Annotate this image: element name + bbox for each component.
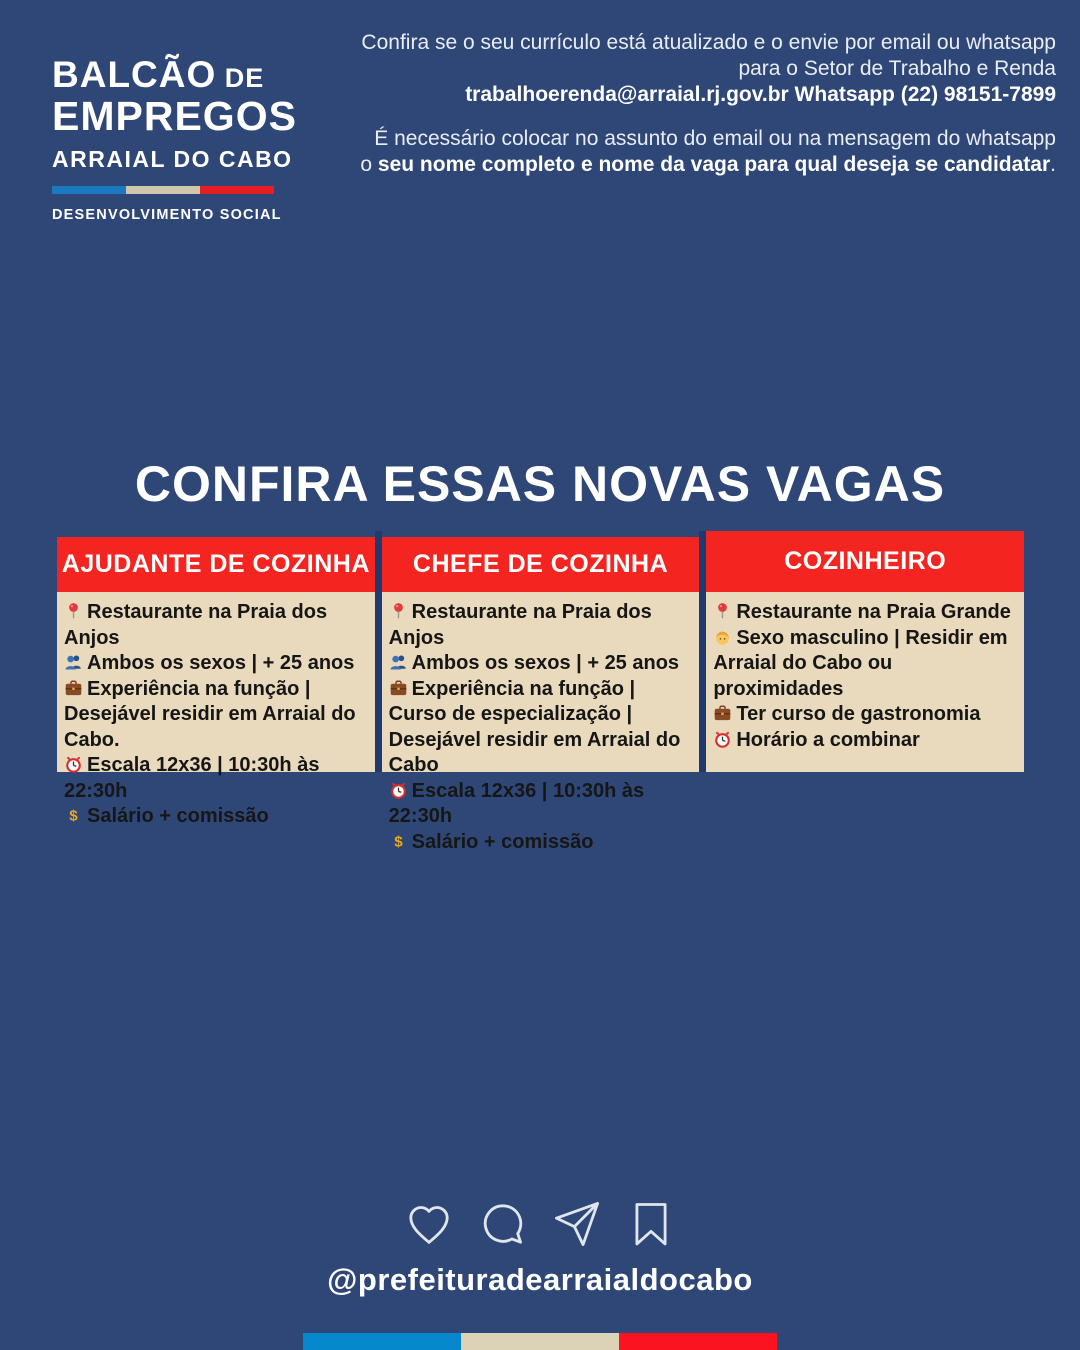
like-heart-icon[interactable]: [403, 1198, 455, 1255]
job-line-text: Escala 12x36 | 10:30h às 22:30h: [388, 779, 645, 827]
job-line-text: Ambos os sexos | + 25 anos: [87, 652, 355, 674]
brand-department: DESENVOLVIMENTO SOCIAL: [52, 207, 282, 224]
job-line-text: Ter curso de gastronomia: [736, 703, 981, 725]
comment-icon[interactable]: [477, 1198, 529, 1255]
contact-block: [316, 30, 1056, 178]
job-line: [389, 677, 692, 779]
job-line-text: Restaurante na Praia Grande: [736, 601, 1011, 623]
flag-segment-blue: [52, 186, 126, 194]
job-card-title: AJUDANTE DE COZINHA: [57, 537, 375, 592]
job-line-text: Horário a combinar: [736, 728, 920, 751]
card-divider: [699, 531, 706, 772]
job-card-title: CHEFE DE COZINHA: [382, 537, 700, 592]
job-line-text: Ambos os sexos | + 25 anos: [411, 652, 680, 674]
briefcase-icon: [389, 677, 408, 703]
job-line: [64, 677, 367, 754]
people-icon: [389, 651, 408, 677]
job-card-body: [382, 592, 700, 853]
job-line: [389, 779, 692, 830]
job-line: [713, 702, 1016, 728]
job-line: [64, 600, 367, 651]
note-prefix: o: [360, 153, 378, 176]
briefcase-icon: [64, 677, 83, 703]
svg-text:$: $: [69, 807, 78, 825]
job-card-chefe-de-cozinha: [382, 537, 700, 853]
brand-title-line1: [52, 56, 297, 93]
brand-subtitle: ARRAIAL DO CABO: [52, 146, 293, 173]
job-line-text: Salário + comissão: [87, 805, 269, 827]
job-line: [389, 651, 692, 677]
brand-title-suffix: DE: [216, 63, 265, 93]
note-bold: seu nome completo e nome da vaga para qual deseja se candidatar: [377, 153, 1051, 176]
contact-note-line-1: É necessário colocar no assunto do email ou na mensagem do whatsapp: [374, 127, 1056, 150]
contact-email-whatsapp: trabalhoerenda@arraial.rj.gov.br Whatsapp (22) 98151-7899: [465, 83, 1056, 106]
contact-line-1: Confira se o seu currículo está atualizado e o envie por email ou whatsapp: [361, 31, 1056, 54]
social-actions: [0, 1198, 1080, 1255]
job-line: [64, 804, 367, 830]
pin-icon: [713, 600, 732, 626]
job-line-text: Escala 12x36 | 10:30h às 22:30h: [64, 754, 320, 802]
pin-icon: [389, 600, 408, 626]
stripe-segment-cream: [461, 1333, 619, 1350]
bookmark-save-icon[interactable]: [625, 1198, 677, 1255]
job-card-body: [706, 592, 1024, 772]
job-card-cozinheiro: [706, 531, 1024, 772]
brand-logo: [52, 56, 297, 223]
page-title: CONFIRA ESSAS NOVAS VAGAS: [134, 456, 946, 512]
man-icon: [713, 626, 732, 652]
contact-note-line-2: [316, 152, 1056, 178]
brand-flag-stripe: [52, 186, 274, 194]
briefcase-icon: [713, 702, 732, 728]
job-line: [389, 830, 692, 856]
card-divider: [375, 531, 382, 772]
people-icon: [64, 651, 83, 677]
svg-text:$: $: [393, 833, 403, 851]
dollar-icon: [64, 804, 83, 830]
stripe-segment-blue: [303, 1333, 461, 1350]
job-card-body: [57, 592, 375, 827]
dollar-icon: [389, 830, 408, 856]
note-suffix: .: [1050, 153, 1056, 176]
clock-icon: [389, 779, 408, 805]
job-line-text: Experiência na função | Desejável residir em Arraial do Cabo.: [64, 677, 356, 751]
flag-segment-cream: [126, 186, 200, 194]
clock-icon: [64, 753, 83, 779]
job-line: [713, 600, 1016, 626]
job-line-text: Salário + comissão: [411, 830, 594, 853]
share-plane-icon[interactable]: [551, 1198, 603, 1255]
job-card-ajudante-de-cozinha: [57, 537, 375, 827]
job-line: [64, 651, 367, 677]
job-line-text: Restaurante na Praia dos Anjos: [388, 601, 652, 649]
job-line: [389, 600, 692, 651]
brand-title-main: BALCÃO: [52, 54, 217, 95]
job-line-text: Restaurante na Praia dos Anjos: [64, 601, 328, 649]
job-cards: [57, 531, 1024, 853]
instagram-handle: @prefeituradearraialdocabo: [327, 1262, 753, 1297]
job-card-title: COZINHEIRO: [706, 531, 1024, 592]
job-line-text: Experiência na função | Curso de especialização | Desejável residir em Arraial do Cabo: [388, 677, 681, 776]
job-line-text: Sexo masculino | Residir em Arraial do Cabo ou proximidades: [713, 626, 1008, 700]
job-line: [64, 753, 367, 804]
stripe-segment-red: [619, 1333, 777, 1350]
job-line: [713, 728, 1016, 754]
job-line: [713, 626, 1016, 703]
pin-icon: [64, 600, 83, 626]
bottom-flag-stripe: [303, 1333, 777, 1350]
flag-segment-red: [200, 186, 274, 194]
brand-title-line2: EMPREGOS: [52, 93, 297, 139]
clock-icon: [713, 728, 732, 754]
contact-line-2: para o Setor de Trabalho e Renda: [738, 57, 1056, 80]
